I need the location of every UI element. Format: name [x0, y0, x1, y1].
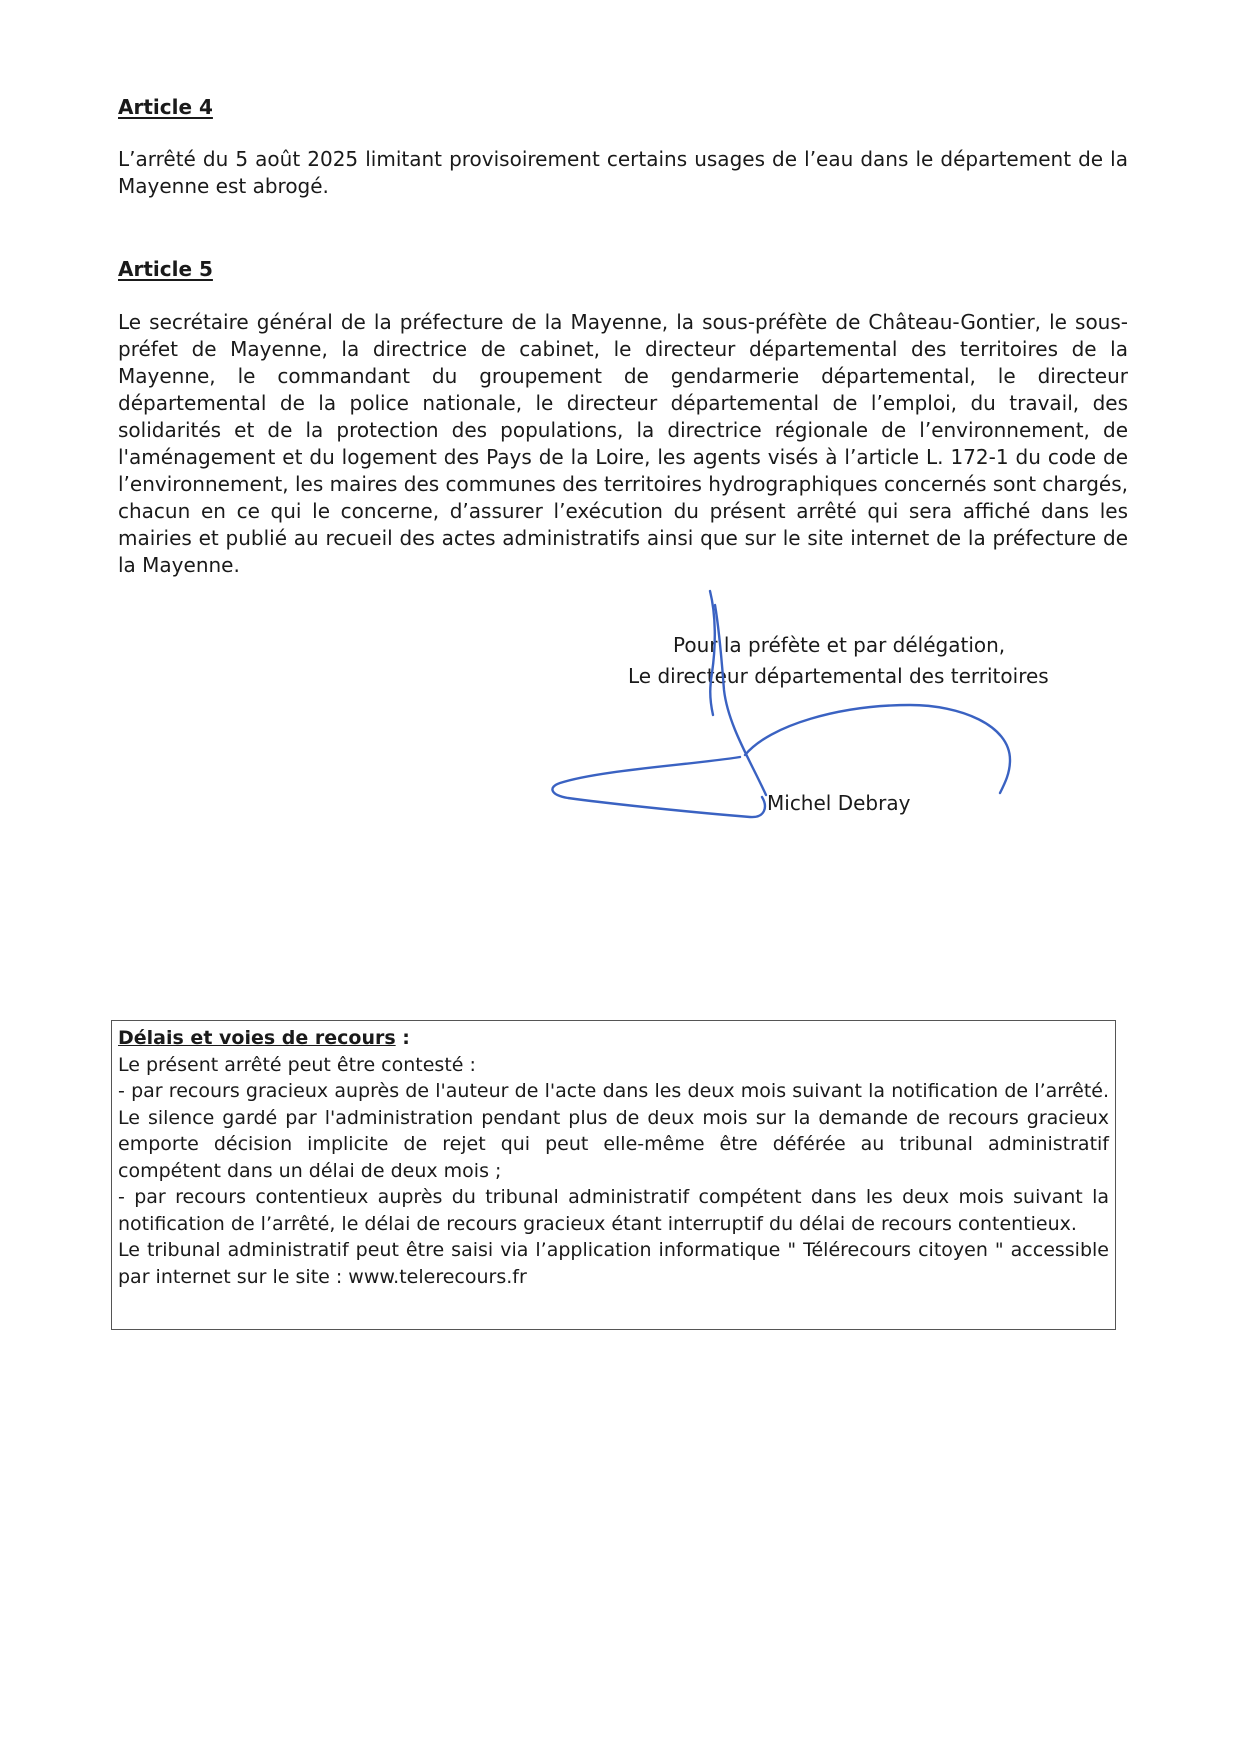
- recours-intro: Le présent arrêté peut être contesté :: [118, 1053, 476, 1076]
- recours-title-colon: :: [395, 1027, 410, 1049]
- signatory-name: Michel Debray: [767, 791, 911, 815]
- recours-title-text: Délais et voies de recours: [118, 1027, 396, 1049]
- signature-delegation-line: Pour la préfète et par délégation,: [673, 633, 1006, 657]
- recours-item-gracieux: - par recours gracieux auprès de l'auteur de l'acte dans les deux mois suivant la notification de l’arrêté. Le silence gardé par l'administration pendant plus de deux mois sur la demande de recours gracieux emporte décision implicite de rejet qui peut elle-même être déférée au tribunal administratif compétent dans un délai de deux mois ;: [118, 1080, 1109, 1182]
- signature-title-line: Le directeur départemental des territoires: [628, 664, 1049, 688]
- article-5-text: Le secrétaire général de la préfecture de la Mayenne, la sous-préfète de Château-Gontier, le sous-préfet de Mayenne, la directrice de cabinet, le directeur départemental des territoires de la Mayenne, le commandant du groupement de gendarmerie départemental, le directeur départemental de la police nationale, le directeur départemental de l’emploi, du travail, des solidarités et de la protection des populations, la directrice régionale de l’environnement, de l'aménagement et du logement des Pays de la Loire, les agents visés à l’article L. 172-1 du code de l’environnement, les maires des communes des territoires hydrographiques concernés sont chargés, chacun en ce qui le concerne, d’assurer l’exécution du présent arrêté qui sera affiché dans les mairies et publié au recueil des actes administratifs ainsi que sur le site internet de la préfecture de la Mayenne.: [118, 310, 1128, 577]
- article-4-text: L’arrêté du 5 août 2025 limitant provisoirement certains usages de l’eau dans le département de la Mayenne est abrogé.: [118, 147, 1128, 198]
- article-5-heading: Article 5: [118, 257, 213, 281]
- recours-footer: Le tribunal administratif peut être saisi via l’application informatique " Télérecours citoyen " accessible par internet sur le site : www.telerecours.fr: [118, 1239, 1109, 1288]
- recours-box: [111, 1020, 1116, 1330]
- recours-title: [118, 1025, 1109, 1052]
- recours-item-contentieux: - par recours contentieux auprès du tribunal administratif compétent dans les deux mois suivant la notification de l’arrêté, le délai de recours gracieux étant interruptif du délai de recours contentieux.: [118, 1186, 1109, 1235]
- article-4-heading: Article 4: [118, 95, 213, 119]
